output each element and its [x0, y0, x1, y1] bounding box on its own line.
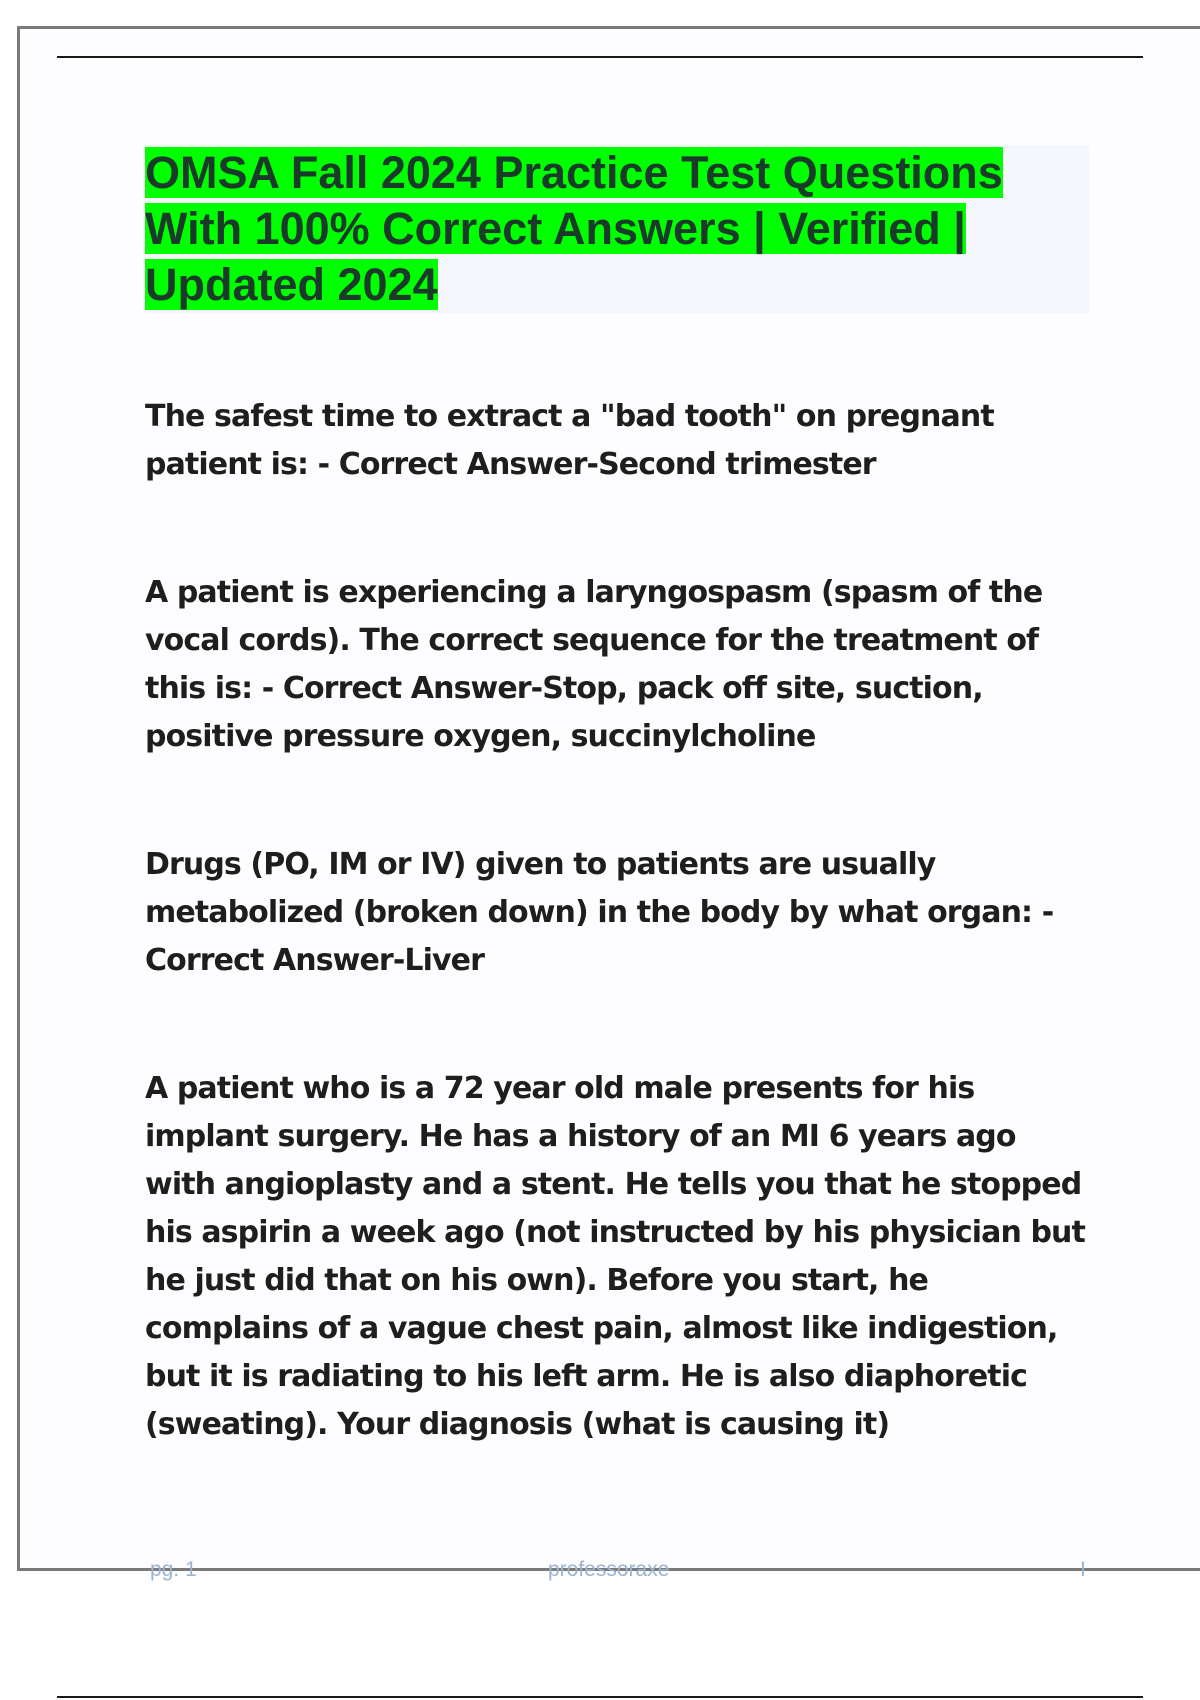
- qa-item-3: Drugs (PO, IM or IV) given to patients are usually metabolized (broken down) in the body by what organ: - Correct Answer-Liver: [145, 847, 1054, 978]
- footer-author: professoraxe: [548, 1558, 670, 1581]
- qa-item-1: The safest time to extract a "bad tooth" on pregnant patient is: - Correct Answer-Second trimester: [145, 399, 994, 482]
- qa-item-4: A patient who is a 72 year old male presents for his implant surgery. He has a history of an MI 6 years ago with angioplasty and a stent. He tells you that he stopped his aspirin a week ago (not instructed by his physician but he just did that on his own). Before you start, he complains of a vague chest pain, almost like indigestion, but it is radiating to his left arm. He is also diaphoretic (sweating). Your diagnosis (what is causing it): [145, 1071, 1085, 1442]
- footer-marker: I: [1080, 1558, 1086, 1581]
- qa-item-2: A patient is experiencing a laryngospasm (spasm of the vocal cords). The correct sequence for the treatment of this is: - Correct Answer-Stop, pack off site, suction, positive pressure oxygen, succinylcholine: [145, 575, 1043, 754]
- document-title: [145, 145, 1089, 313]
- header-rule: [57, 56, 1143, 58]
- page-number: pg. 1: [150, 1558, 197, 1581]
- title-block: [145, 145, 1089, 313]
- title-highlight: OMSA Fall 2024 Practice Test Questions With 100% Correct Answers | Verified | Updated 2024: [145, 147, 1003, 310]
- bottom-rule: [57, 1696, 1143, 1698]
